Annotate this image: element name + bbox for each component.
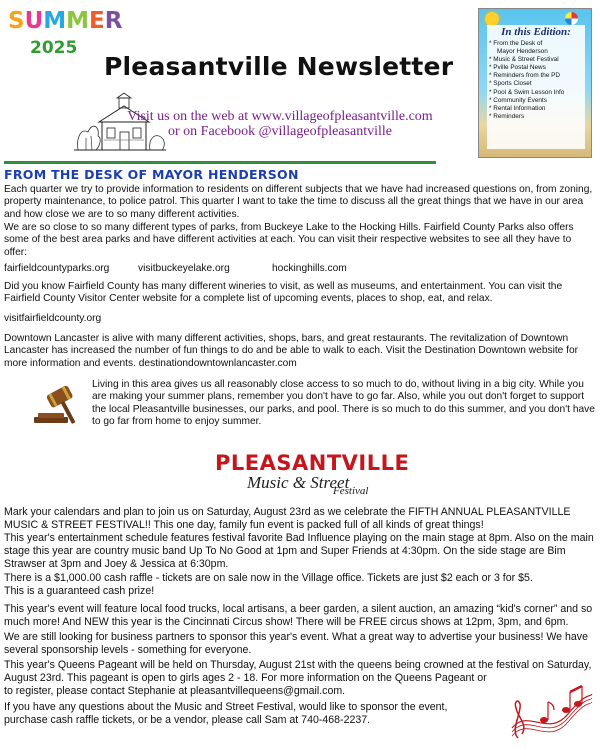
festival-paragraph-5: We are still looking for business partners to sponsor this year's event. What a great way to advertise your business! We have several sponsorship levels - something for everyone. xyxy=(4,631,588,656)
edition-item: * Reminders xyxy=(489,113,584,121)
festival-logo-bottom: Festival xyxy=(333,485,369,497)
mayor-paragraph-5: Living in this area gives us all reasonably close access to so much to do, without living in a big city. While you are making your summer plans, remember you don't have to go far. Also, while you out don't forget to support the local Pleasantville businesses, our parks, and pool. There is so much to do this summer, and you don't have to go far from home to enjoy summer. xyxy=(92,379,595,428)
season-year: 2025 xyxy=(30,38,78,58)
festival-logo-middle: Music & Street xyxy=(247,473,350,492)
in-this-edition-box xyxy=(478,8,592,158)
season-letter: M xyxy=(43,8,67,34)
link-buckeye-lake: visitbuckeyelake.org xyxy=(138,263,230,274)
festival-paragraph-4: This year's event will feature local food trucks, local artisans, a beer garden, a silent auction, an amazing “kid's corner” and so much more! And NEW this year is the Cincinnati Circus show! There will be FREE circus shows at 12pm, 3pm, and 6pm. xyxy=(4,603,593,628)
festival-logo xyxy=(215,451,410,499)
festival-paragraph-3b: This is a guaranteed cash prize! xyxy=(4,585,155,597)
edition-panel xyxy=(487,25,585,149)
edition-title: In this Edition: xyxy=(501,26,571,38)
newsletter-title: Pleasantville Newsletter xyxy=(104,52,454,81)
festival-paragraph-6a: This year's Queens Pageant will be held on Thursday, August 21st with the queens being crowned at the festival on Saturday, August 23rd. This pageant is open to girls ages 2 - 18. For more information on the Queens Pageant or xyxy=(4,659,592,684)
section-divider xyxy=(4,161,436,164)
link-visit-fairfield: visitfairfieldcounty.org xyxy=(4,313,102,324)
mayor-paragraph-1: Each quarter we try to provide information to residents on different subjects that we have had increased questions on, from zoning, property maintenance, to police patrol. This quarter I want to take the time to discuss all the great things that we have in our area and how close we are to so many different activities. xyxy=(4,184,593,220)
edition-item: * Music & Street Festival xyxy=(489,56,584,64)
mayor-paragraph-2: We are so close to so many different types of parks, from Buckeye Lake to the Hocking Hills. Fairfield County Parks also offers some of the best area parks and have different activities at each. You can visit their respective websites to see all they have to offer: xyxy=(4,222,574,258)
link-fairfield-parks: fairfieldcountyparks.org xyxy=(4,263,110,274)
season-word xyxy=(8,8,122,34)
edition-list xyxy=(489,40,584,121)
festival-paragraph-7a: If you have any questions about the Music and Street Festival, would like to sponsor the event, xyxy=(4,701,448,713)
festival-paragraph-1: Mark your calendars and plan to join us on Saturday, August 23rd as we celebrate the FIFTH ANNUAL PLEASANTVILLE MUSIC & STREET FESTIVAL!! This one day, family fun event is packed full of all kinds of great things! xyxy=(4,506,571,531)
facebook-line: or on Facebook @villageofpleasantville xyxy=(168,124,392,139)
festival-paragraph-3a: There is a $1,000.00 cash raffle - tickets are on sale now in the Village office. Tickets are just $2 each or 3 for $5. xyxy=(4,572,533,584)
festival-paragraph-7b: purchase cash raffle tickets, or be a vendor, please call Sam at 740-468-2237. xyxy=(4,714,371,726)
season-letter: R xyxy=(104,8,123,34)
season-letter: M xyxy=(66,8,90,34)
edition-item: * Community Events xyxy=(489,97,584,105)
edition-item: * Rental Information xyxy=(489,105,584,113)
summer-2025-logo xyxy=(8,8,123,68)
mayor-section-heading: FROM THE DESK OF MAYOR HENDERSON xyxy=(4,167,299,182)
festival-paragraph-6b: to register, please contact Stephanie at pleasantvillequeens@gmail.com. xyxy=(4,685,346,697)
edition-item: * From the Desk of xyxy=(489,40,584,48)
website-line: Visit us on the web at www.villageofpleasantville.com xyxy=(127,109,433,124)
mayor-paragraph-3: Did you know Fairfield County has many different wineries to visit, as well as museums, and entertainment. You can visit the Fairfield County Visitor Center website for a complete list of upcoming events, places to shop, eat, and relax. xyxy=(4,281,563,305)
gavel-icon xyxy=(28,381,90,427)
edition-item: * Pool & Swim Lesson Info xyxy=(489,89,584,97)
edition-item: * Sports Closet xyxy=(489,80,584,88)
season-letter: U xyxy=(24,8,44,34)
festival-logo-top: PLEASANTVILLE xyxy=(215,451,410,475)
link-hocking-hills: hockinghills.com xyxy=(272,263,347,274)
edition-item: * Pville Postal News xyxy=(489,64,584,72)
festival-paragraph-2: This year's entertainment schedule features festival favorite Bad Influence playing on the main stage at 8pm. Also on the main stage this year are country music band Up To No Good at 1pm and Super Friends at 4:30pm. On the side stage are Bim Strawser at 3pm and Joey & Jessica at 6:30pm. xyxy=(4,532,594,570)
season-letter: E xyxy=(89,8,105,34)
season-letter: S xyxy=(8,8,25,34)
sun-icon xyxy=(485,12,499,26)
edition-item: * Reminders from the PD xyxy=(489,72,584,80)
beach-ball-icon xyxy=(565,12,578,25)
edition-item: Mayor Henderson xyxy=(497,48,548,56)
mayor-paragraph-4: Downtown Lancaster is alive with many different activities, shops, bars, and great restaurants. The revitalization of Downtown Lancaster has increased the number of fun things to do and be able to walk to each. Visit the Destination Downtown website for more information and events. destinationdowntownlancaster.com xyxy=(4,333,579,369)
music-notes-icon xyxy=(508,668,594,744)
